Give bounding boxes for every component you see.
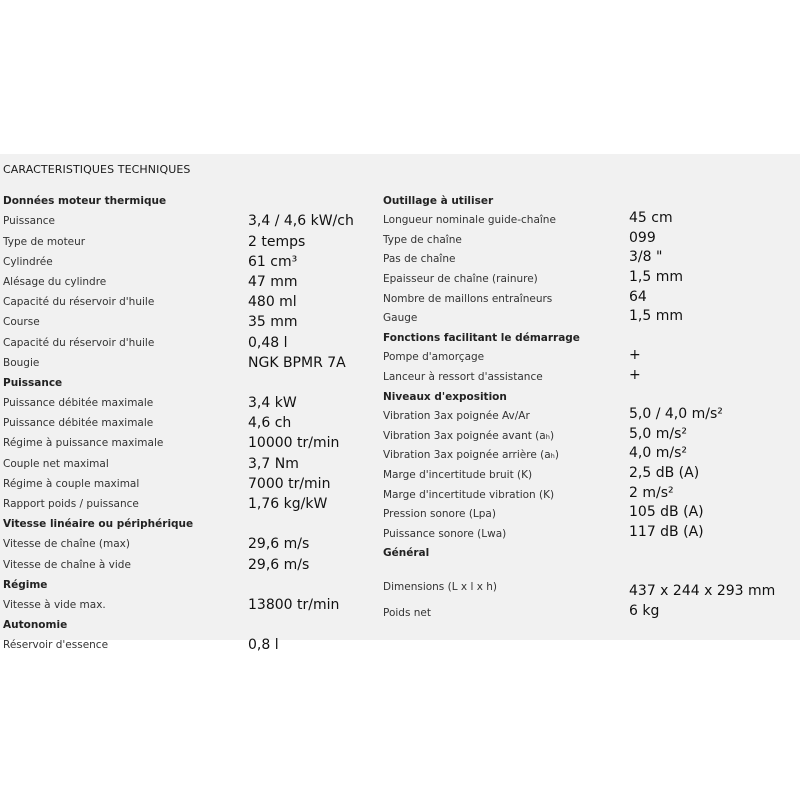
spec-value: 4,0 m/s² [629, 445, 687, 462]
spec-row-pompe-d-amorcage [381, 347, 800, 367]
spec-value: 10000 tr/min [248, 435, 340, 452]
spec-row-nombre-de-maillons-entraineurs [381, 288, 800, 308]
section-heading-puissance [0, 372, 380, 392]
spec-label: Puissance débitée maximale [3, 397, 154, 410]
spec-label: Capacité du réservoir d'huile [3, 336, 155, 349]
spec-row-longueur-nominale-guide-chaine [381, 210, 800, 230]
spec-label: Réservoir d'essence [3, 639, 109, 652]
section-title: Autonomie [3, 619, 68, 632]
spec-value: 2,5 dB (A) [629, 464, 700, 481]
spec-label: Pression sonore (Lpa) [383, 508, 496, 521]
spec-label: Poids net [383, 606, 432, 619]
spec-label: Capacité du réservoir d'huile [3, 296, 155, 309]
spec-row-couple-net-maximal [0, 452, 380, 472]
spec-row-puissance [0, 210, 380, 230]
spec-value: + [629, 366, 641, 383]
section-title: Niveaux d'exposition [383, 390, 507, 403]
spec-row-course [0, 311, 380, 331]
spec-label: Rapport poids / puissance [3, 498, 139, 510]
spec-value: 61 cm³ [248, 253, 298, 270]
spec-row-vitesse-de-chaine-a-vide [0, 553, 380, 573]
spec-row-vibration-3ax-poignee-arriere-a [381, 445, 800, 465]
spec-value: 2 temps [248, 233, 306, 250]
spec-value: 3/8 " [629, 249, 663, 266]
spec-row-capacite-du-reservoir-d-huile [0, 291, 380, 311]
spec-value: 1,76 kg/kW [248, 496, 328, 512]
spec-value: 0,48 l [248, 334, 288, 351]
spec-value: 1,5 mm [629, 308, 683, 325]
spec-value: 29,6 m/s [248, 556, 310, 573]
spec-row-bougie [0, 352, 380, 372]
spec-value: 3,4 / 4,6 kW/ch [248, 213, 354, 230]
spec-value: 3,7 Nm [248, 455, 299, 472]
spec-label: Vitesse de chaîne à vide [3, 558, 131, 571]
spec-label: Puissance [3, 215, 55, 228]
spec-value: 7000 tr/min [248, 475, 331, 492]
spec-label: Bougie [3, 356, 40, 369]
right-spec-column [381, 190, 800, 622]
spec-label: Régime à couple maximal [3, 477, 140, 490]
spec-value: 1,5 mm [629, 268, 683, 285]
spec-value: 35 mm [248, 314, 298, 331]
section-title: Puissance [3, 376, 63, 389]
spec-label: Vibration 3ax poignée Av/Ar [383, 410, 530, 423]
spec-value: 099 [629, 229, 656, 246]
spec-row-poids-net [381, 602, 800, 622]
spec-row-reservoir-d-essence [0, 634, 380, 654]
spec-label: Vibration 3ax poignée arrière (aₕ) [383, 449, 560, 462]
section-heading-vitesse-lineaire-ou-peripherique [0, 513, 380, 533]
spec-value: 4,6 ch [248, 415, 292, 432]
section-heading-autonomie [0, 614, 380, 634]
section-title: Vitesse linéaire ou périphérique [3, 518, 194, 531]
spec-value: 45 cm [629, 210, 673, 227]
spec-row-type-de-moteur [0, 230, 380, 250]
left-spec-column [0, 190, 380, 654]
spec-label: Lanceur à ressort d'assistance [383, 370, 543, 383]
spec-row-pas-de-chaine [381, 249, 800, 269]
spec-value: 29,6 m/s [248, 536, 310, 553]
spec-label: Vitesse à vide max. [3, 598, 106, 611]
spec-row-vitesse-a-vide-max [0, 594, 380, 614]
spec-row-marge-d-incertitude-vibration-k [381, 484, 800, 504]
spec-row-epaisseur-de-chaine-rainure [381, 268, 800, 288]
spec-label: Marge d'incertitude vibration (K) [383, 488, 555, 501]
spec-row-vibration-3ax-poignee-av-ar [381, 406, 800, 426]
spec-label: Puissance débitée maximale [3, 417, 154, 430]
spec-value: NGK BPMR 7A [248, 354, 346, 371]
spec-label: Longueur nominale guide-chaîne [383, 214, 556, 227]
spec-label: Vitesse de chaîne (max) [3, 538, 130, 551]
spec-row-rapport-poids-puissance [0, 493, 380, 513]
spec-label: Pas de chaîne [383, 253, 456, 266]
page-title: CARACTERISTIQUES TECHNIQUES [3, 163, 191, 176]
spec-row-vitesse-de-chaine-max [0, 533, 380, 553]
section-heading-regime [0, 574, 380, 594]
section-title: Données moteur thermique [3, 195, 167, 208]
spec-row-regime-a-puissance-maximale [0, 432, 380, 452]
spec-label: Régime à puissance maximale [3, 437, 164, 450]
spec-label: Vibration 3ax poignée avant (aₕ) [383, 429, 555, 442]
spec-value: 5,0 m/s² [629, 425, 687, 442]
spec-value: 2 m/s² [629, 484, 674, 501]
spec-value: 480 ml [248, 294, 297, 311]
spec-value: 437 x 244 x 293 mm [629, 583, 776, 600]
spec-label: Epaisseur de chaîne (rainure) [383, 272, 538, 285]
spec-row-puissance-sonore-lwa [381, 523, 800, 543]
spec-label: Dimensions (L x l x h) [383, 581, 498, 594]
spec-row-type-de-chaine [381, 229, 800, 249]
section-title: Fonctions facilitant le démarrage [383, 331, 580, 344]
spec-value: + [629, 347, 641, 364]
spec-value: 105 dB (A) [629, 504, 704, 521]
spec-value: 47 mm [248, 273, 298, 290]
spec-row-vibration-3ax-poignee-avant-a [381, 425, 800, 445]
spec-label: Marge d'incertitude bruit (K) [383, 468, 533, 481]
section-title: Régime [3, 578, 48, 591]
spec-row-alesage-du-cylindre [0, 271, 380, 291]
spec-row-marge-d-incertitude-bruit-k [381, 464, 800, 484]
spec-label: Couple net maximal [3, 457, 109, 470]
spec-label: Type de chaîne [383, 233, 462, 246]
spec-label: Gauge [383, 312, 418, 325]
spec-label: Puissance sonore (Lwa) [383, 527, 507, 540]
spec-label: Pompe d'amorçage [383, 351, 485, 364]
section-heading-donnees-moteur-thermique [0, 190, 380, 210]
section-heading-niveaux-d-exposition [381, 386, 800, 406]
section-title: Outillage à utiliser [383, 194, 494, 207]
spec-value: 5,0 / 4,0 m/s² [629, 406, 723, 423]
spec-row-cylindree [0, 251, 380, 271]
spec-label: Cylindrée [3, 255, 53, 268]
spec-row-lanceur-a-ressort-d-assistance [381, 366, 800, 386]
spec-row-regime-a-couple-maximal [0, 473, 380, 493]
spec-value: 64 [629, 288, 647, 305]
section-heading-outillage-a-utiliser [381, 190, 800, 210]
spec-value: 3,4 kW [248, 395, 297, 412]
spec-label: Alésage du cylindre [3, 275, 107, 288]
section-heading-fonctions-facilitant-le-demarrage [381, 327, 800, 347]
spec-row-dimensions-l-x-l-x-h [381, 562, 800, 602]
spec-value: 117 dB (A) [629, 523, 704, 540]
spec-value: 6 kg [629, 602, 660, 619]
section-heading-general [381, 543, 800, 563]
spec-row-pression-sonore-lpa [381, 504, 800, 524]
spec-row-gauge [381, 308, 800, 328]
spec-label: Nombre de maillons entraîneurs [383, 292, 553, 305]
spec-label: Type de moteur [3, 235, 86, 248]
spec-row-puissance-debitee-maximale [0, 392, 380, 412]
spec-value: 0,8 l [248, 637, 279, 654]
spec-value: 13800 tr/min [248, 596, 340, 613]
spec-row-capacite-du-reservoir-d-huile [0, 331, 380, 351]
section-title: Général [383, 547, 430, 560]
spec-label: Course [3, 316, 40, 329]
spec-row-puissance-debitee-maximale [0, 412, 380, 432]
